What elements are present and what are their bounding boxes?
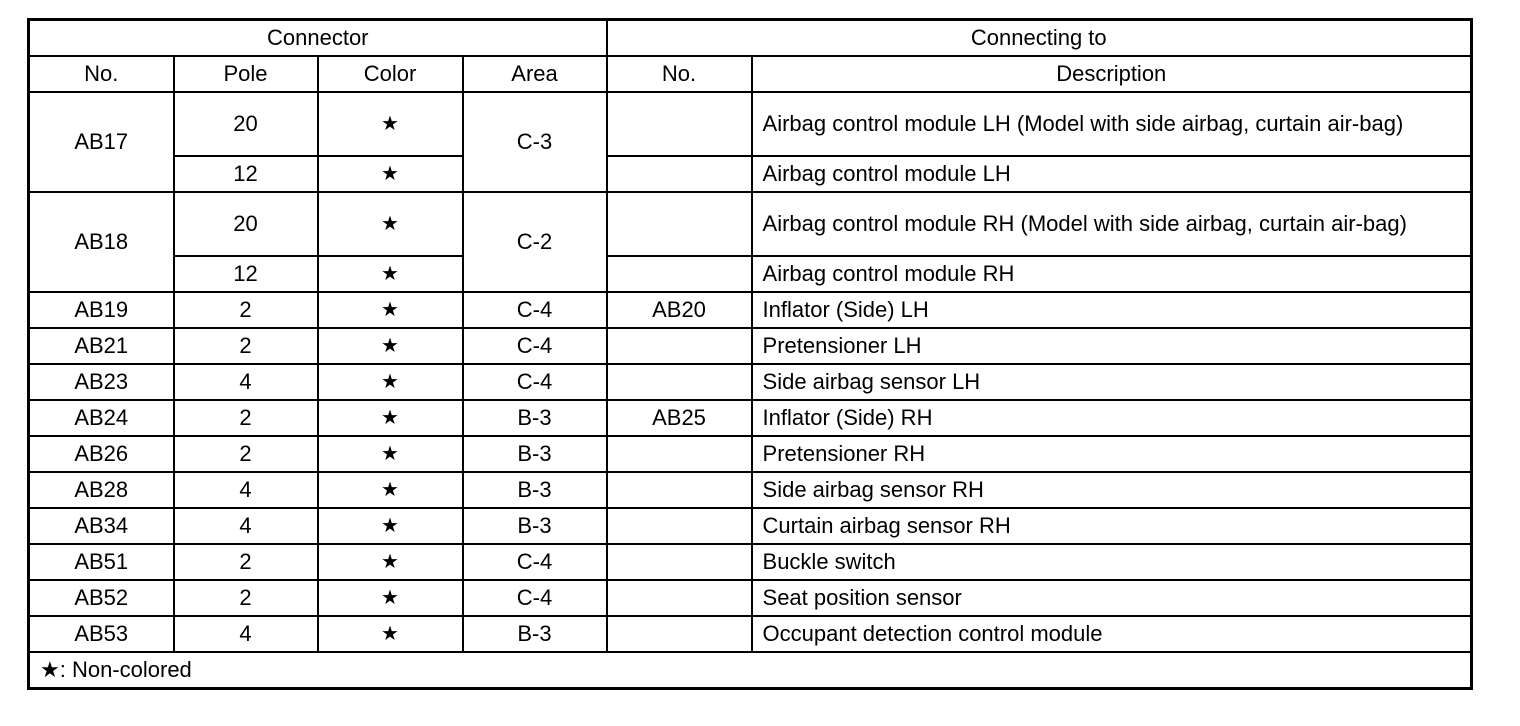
header-color: Color [318, 56, 463, 92]
header-no: No. [29, 56, 174, 92]
pole-cell: 20 [174, 192, 318, 256]
pole-cell: 4 [174, 472, 318, 508]
connector-no: AB53 [29, 616, 174, 652]
pole-cell: 4 [174, 364, 318, 400]
description-cell: Airbag control module RH (Model with side airbag, curtain air-bag) [752, 192, 1472, 256]
header-row-columns [29, 56, 1472, 92]
connecting-no-cell [607, 580, 752, 616]
connecting-no-cell [607, 256, 752, 292]
color-star-icon: ★ [318, 292, 463, 328]
area-cell: B-3 [463, 472, 607, 508]
pole-cell: 2 [174, 436, 318, 472]
table-row [29, 364, 1472, 400]
pole-cell: 2 [174, 544, 318, 580]
color-star-icon: ★ [318, 156, 463, 192]
description-cell: Buckle switch [752, 544, 1472, 580]
table-row [29, 616, 1472, 652]
table-row [29, 156, 1472, 192]
connecting-no-cell [607, 616, 752, 652]
area-cell: B-3 [463, 400, 607, 436]
color-star-icon: ★ [318, 616, 463, 652]
color-star-icon: ★ [318, 580, 463, 616]
table-row [29, 400, 1472, 436]
pole-cell: 12 [174, 156, 318, 192]
area-cell: C-2 [463, 192, 607, 292]
connector-no: AB17 [29, 92, 174, 192]
area-cell: C-3 [463, 92, 607, 192]
pole-cell: 2 [174, 400, 318, 436]
color-star-icon: ★ [318, 328, 463, 364]
pole-cell: 20 [174, 92, 318, 156]
table-row [29, 508, 1472, 544]
footnote-row [29, 652, 1472, 689]
description-cell: Curtain airbag sensor RH [752, 508, 1472, 544]
connecting-no-cell [607, 192, 752, 256]
table-row [29, 328, 1472, 364]
connecting-no-cell [607, 472, 752, 508]
header-connector: Connector [29, 20, 607, 57]
description-cell: Side airbag sensor LH [752, 364, 1472, 400]
connecting-no-cell [607, 92, 752, 156]
color-star-icon: ★ [318, 544, 463, 580]
connecting-no-cell: AB25 [607, 400, 752, 436]
description-cell: Seat position sensor [752, 580, 1472, 616]
color-star-icon: ★ [318, 400, 463, 436]
color-star-icon: ★ [318, 472, 463, 508]
description-cell: Inflator (Side) LH [752, 292, 1472, 328]
connector-no: AB28 [29, 472, 174, 508]
header-description: Description [752, 56, 1472, 92]
header-connecting-to: Connecting to [607, 20, 1472, 57]
area-cell: C-4 [463, 292, 607, 328]
table-row [29, 436, 1472, 472]
pole-cell: 4 [174, 616, 318, 652]
pole-cell: 2 [174, 328, 318, 364]
color-star-icon: ★ [318, 508, 463, 544]
header-row-group [29, 20, 1472, 57]
table-row [29, 472, 1472, 508]
connecting-no-cell [607, 328, 752, 364]
connecting-no-cell: AB20 [607, 292, 752, 328]
footnote: ★: Non-colored [29, 652, 1472, 689]
area-cell: B-3 [463, 436, 607, 472]
area-cell: B-3 [463, 616, 607, 652]
area-cell: C-4 [463, 328, 607, 364]
connector-no: AB26 [29, 436, 174, 472]
description-cell: Airbag control module LH [752, 156, 1472, 192]
connecting-no-cell [607, 544, 752, 580]
header-connecting-no: No. [607, 56, 752, 92]
table-row [29, 580, 1472, 616]
color-star-icon: ★ [318, 92, 463, 156]
color-star-icon: ★ [318, 436, 463, 472]
description-cell: Inflator (Side) RH [752, 400, 1472, 436]
connector-no: AB24 [29, 400, 174, 436]
description-cell: Airbag control module LH (Model with side airbag, curtain air-bag) [752, 92, 1472, 156]
color-star-icon: ★ [318, 256, 463, 292]
pole-cell: 2 [174, 580, 318, 616]
description-cell: Pretensioner RH [752, 436, 1472, 472]
pole-cell: 2 [174, 292, 318, 328]
table-row [29, 256, 1472, 292]
connector-no: AB23 [29, 364, 174, 400]
pole-cell: 12 [174, 256, 318, 292]
table-row [29, 192, 1472, 256]
color-star-icon: ★ [318, 192, 463, 256]
connector-no: AB51 [29, 544, 174, 580]
connecting-no-cell [607, 156, 752, 192]
color-star-icon: ★ [318, 364, 463, 400]
connector-table [27, 18, 1473, 690]
connector-no: AB34 [29, 508, 174, 544]
connecting-no-cell [607, 364, 752, 400]
connector-no: AB52 [29, 580, 174, 616]
header-pole: Pole [174, 56, 318, 92]
connecting-no-cell [607, 508, 752, 544]
table-row [29, 292, 1472, 328]
connector-no: AB18 [29, 192, 174, 292]
description-cell: Occupant detection control module [752, 616, 1472, 652]
area-cell: C-4 [463, 364, 607, 400]
area-cell: C-4 [463, 544, 607, 580]
area-cell: B-3 [463, 508, 607, 544]
connecting-no-cell [607, 436, 752, 472]
connector-no: AB21 [29, 328, 174, 364]
description-cell: Pretensioner LH [752, 328, 1472, 364]
table-row [29, 544, 1472, 580]
header-area: Area [463, 56, 607, 92]
table-row [29, 92, 1472, 156]
connector-no: AB19 [29, 292, 174, 328]
description-cell: Airbag control module RH [752, 256, 1472, 292]
pole-cell: 4 [174, 508, 318, 544]
area-cell: C-4 [463, 580, 607, 616]
description-cell: Side airbag sensor RH [752, 472, 1472, 508]
